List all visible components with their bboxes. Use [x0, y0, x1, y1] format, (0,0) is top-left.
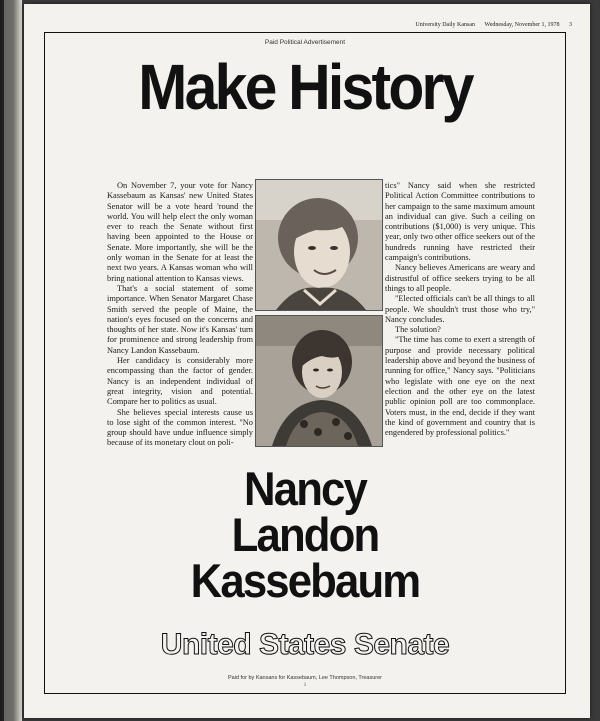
- candidate-photo-smiling: [255, 179, 383, 311]
- page-mark: 1: [303, 683, 307, 688]
- body-paragraph: That's a social statement of some importance. When Senator Margaret Chase Smith served the people of Maine, the nation's eyes focused on the concerns and thoughts of her state. Now it's Kansas' turn for prominence and strong leadership from Nancy Landon Kassebaum.: [107, 283, 253, 355]
- body-paragraph: Her candidacy is considerably more encompassing than the factor of gender. Nancy is an independent individual of great integrity, vision and potential. Compare her to politics as usual.: [107, 356, 253, 407]
- paid-for-disclaimer: Paid for by Kansans for Kassebaum, Lee Thompson, Treasurer: [228, 675, 382, 681]
- body-paragraph: She believes special interests cause us to lose sight of the common interest. "No group should have undue influence simply because of its monetary clout on poli-: [107, 407, 253, 448]
- advertisement-frame: [44, 32, 566, 694]
- adjacent-page-strip: [4, 0, 22, 721]
- candidate-photo-portrait-image: [256, 316, 382, 446]
- candidate-photo-portrait: [255, 315, 383, 447]
- body-paragraph: On November 7, your vote for Nancy Kassebaum as Kansas' new United States Senator will be a vote heard 'round the world. You will help elect the only woman ever to reach the Senate without first having been appointed to the House or Senate. More importantly, she will be the only woman in the Senate for at least the next two years. A Kansas woman who will bring national attention to Kansas views.: [107, 181, 253, 283]
- ad-body-right-column: [385, 181, 535, 438]
- office-title: United States Senate: [160, 628, 450, 661]
- masthead-paper-name: University Daily Kansan: [415, 22, 476, 28]
- body-paragraph: "Elected officials can't be all things to all people. We shouldn't trust those who try," Nancy concludes.: [385, 294, 535, 324]
- candidate-photo-smiling-image: [256, 180, 382, 310]
- masthead-info: [407, 22, 572, 28]
- candidate-last-name: Kassebaum: [190, 554, 420, 607]
- paid-political-ad-label: Paid Political Advertisement: [264, 39, 346, 46]
- body-paragraph: The solution?: [395, 325, 441, 335]
- masthead-date: Wednesday, November 1, 1978: [484, 22, 560, 28]
- newspaper-page: [24, 4, 590, 718]
- masthead-page-number: 3: [569, 22, 572, 28]
- body-paragraph: Nancy believes Americans are weary and distrustful of office seekers trying to be all things to all people.: [385, 263, 535, 293]
- ad-headline: Make History: [138, 51, 472, 123]
- candidate-first-name: Nancy: [244, 462, 366, 515]
- body-paragraph: "The time has come to exert a strength of purpose and provide necessary political leadership above and beyond the business of running for office," Nancy says. "Politicians who legislate with one eye on the next election and the other eye on the latest public opinion poll are too commonplace. Voters must, in the end, decide if they want the kind of government and country that is engendered by professional politics.": [385, 335, 535, 438]
- ad-body-left-column: [107, 181, 253, 449]
- candidate-middle-name: Landon: [231, 508, 379, 561]
- body-paragraph: tics" Nancy said when she restricted Political Action Committee contributions to her campaign to the same maximum amount an individual can give. Such a ceiling on contributions ($1,000) is very unique. This year, only two other office seekers out of the hundreds running have restricted their campaign's contributions.: [385, 181, 535, 263]
